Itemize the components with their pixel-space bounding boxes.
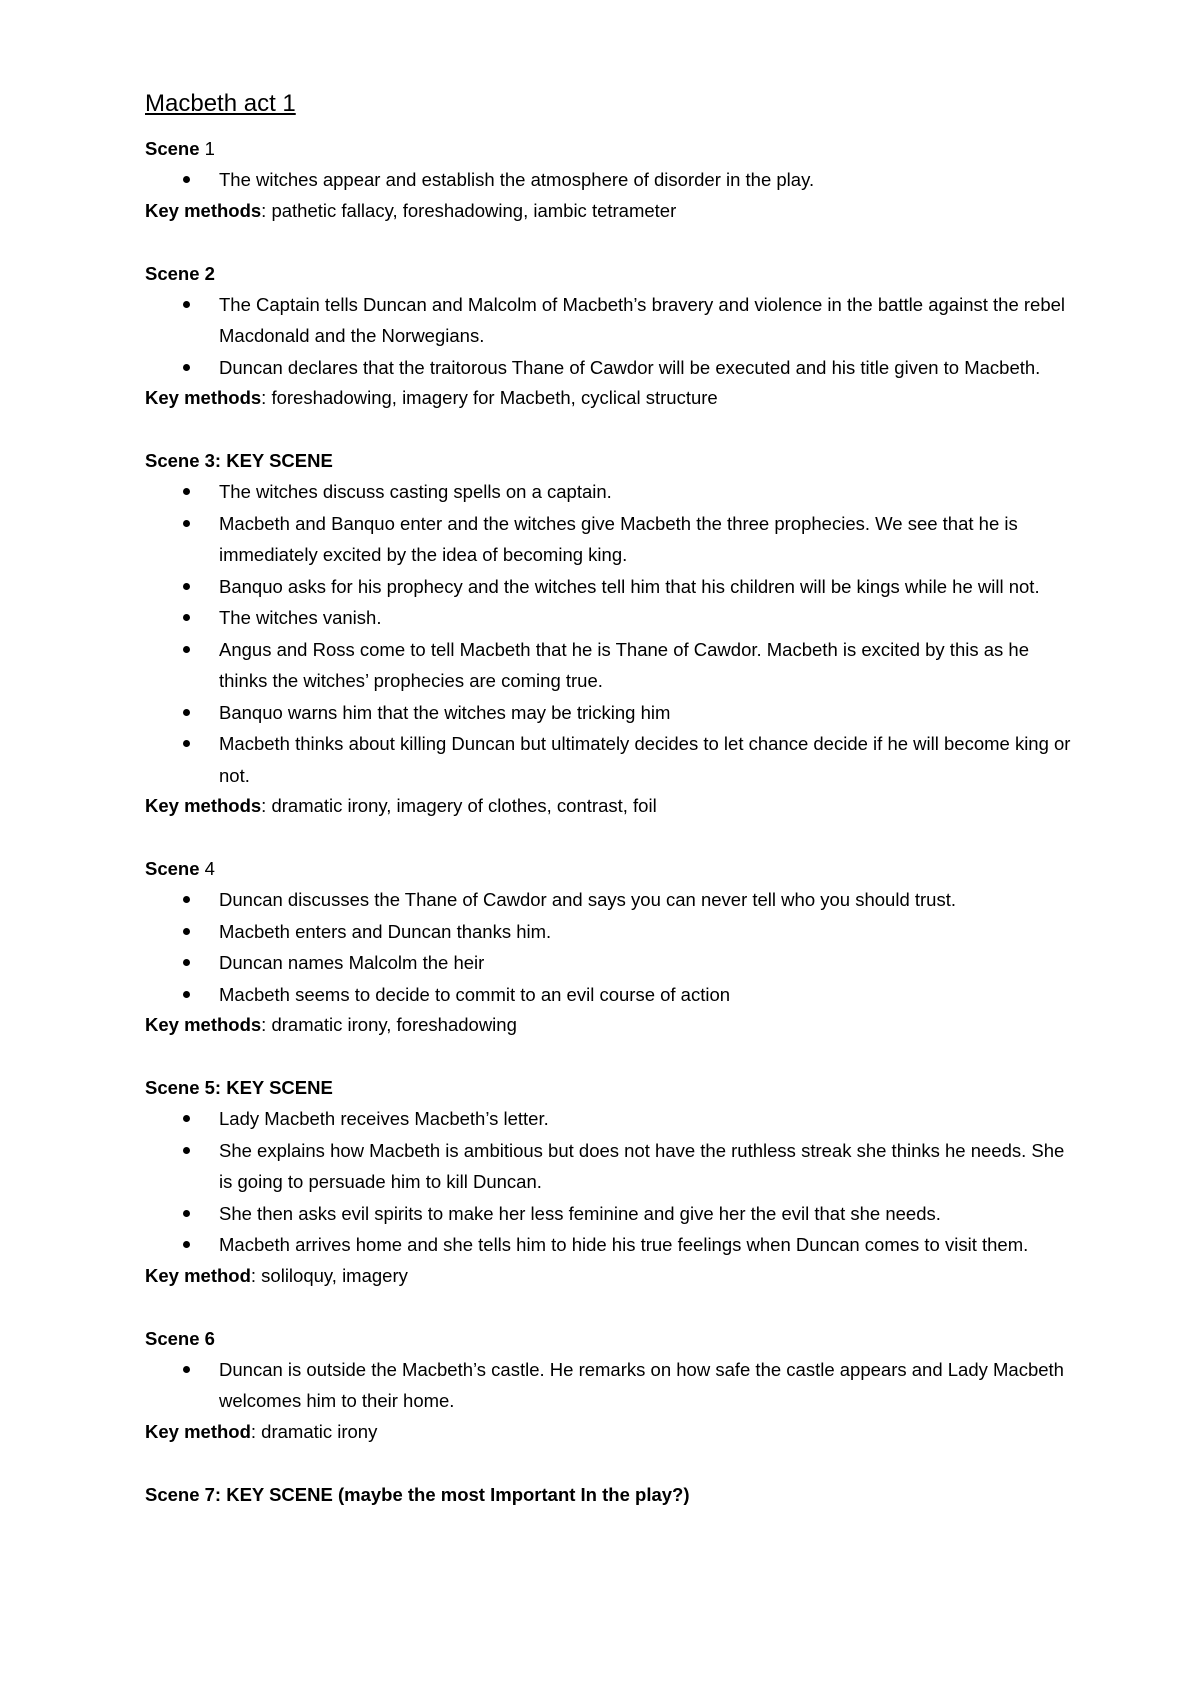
bullet-icon	[183, 1147, 190, 1154]
bullet-icon	[183, 1366, 190, 1373]
bullet-icon	[183, 1210, 190, 1217]
bullet-text: Macbeth enters and Duncan thanks him.	[219, 920, 552, 942]
scene-heading-bold: Scene	[145, 858, 200, 879]
bullet-text: Duncan names Malcolm the heir	[219, 952, 485, 973]
key-methods-text: : foreshadowing, imagery for Macbeth, cyclical structure	[261, 387, 718, 408]
bullet-list	[145, 884, 1080, 1010]
bullet-text: Macbeth and Banquo enter and the witches give Macbeth the three prophecies. We see that he is immediately excited by the idea of becoming king.	[219, 512, 1018, 565]
scene-heading-number: 4	[199, 858, 215, 879]
key-methods-text: : dramatic irony, foreshadowing	[261, 1014, 517, 1035]
scene-heading	[145, 446, 1080, 476]
key-methods-text: : dramatic irony	[250, 1420, 378, 1442]
bullet-list	[145, 164, 1080, 196]
scene-list	[145, 134, 1080, 1510]
key-methods	[145, 1261, 1080, 1291]
list-item	[145, 884, 1080, 916]
list-item	[145, 947, 1080, 979]
bullet-list	[145, 1354, 1080, 1417]
key-methods-label: Key methods	[145, 795, 262, 816]
scene-heading	[145, 1324, 1080, 1354]
scene-section	[145, 259, 1080, 414]
list-item	[145, 1103, 1080, 1135]
bullet-list	[145, 1103, 1080, 1261]
scene-heading	[145, 1073, 1080, 1103]
bullet-icon	[183, 364, 190, 371]
bullet-text: Macbeth arrives home and she tells him to hide his true feelings when Duncan comes to visit them.	[219, 1234, 1029, 1255]
scene-heading	[145, 1480, 1080, 1510]
bullet-icon	[183, 959, 190, 966]
bullet-icon	[183, 740, 190, 747]
scene-heading	[145, 134, 1080, 164]
key-methods-label: Key methods	[145, 387, 262, 408]
key-methods-label: Key method	[145, 1264, 251, 1286]
scene-heading	[145, 259, 1080, 289]
list-item	[145, 352, 1080, 384]
bullet-icon	[183, 709, 190, 716]
list-item	[145, 634, 1080, 697]
scene-heading-bold: Scene	[145, 138, 200, 159]
list-item	[145, 164, 1080, 196]
scene-section	[145, 1480, 1080, 1510]
list-item	[145, 571, 1080, 603]
list-item	[145, 1135, 1080, 1198]
bullet-icon	[183, 520, 190, 527]
bullet-icon	[183, 991, 190, 998]
bullet-text: Angus and Ross come to tell Macbeth that he is Thane of Cawdor. Macbeth is excited by this as he thinks the witches’ prophecies are coming true.	[219, 638, 1029, 691]
bullet-text: She explains how Macbeth is ambitious but does not have the ruthless streak she thinks he needs. She is going to persuade him to kill Duncan.	[219, 1139, 1065, 1192]
list-item	[145, 508, 1080, 571]
bullet-text: The Captain tells Duncan and Malcolm of Macbeth’s bravery and violence in the battle against the rebel Macdonald and the Norwegians.	[219, 293, 1066, 346]
list-item	[145, 1198, 1080, 1230]
bullet-text: Macbeth seems to decide to commit to an evil course of action	[219, 983, 731, 1005]
bullet-text: Duncan is outside the Macbeth’s castle. He remarks on how safe the castle appears and Lady Macbeth welcomes him to their home.	[219, 1358, 1064, 1411]
key-methods-text: : soliloquy, imagery	[250, 1264, 408, 1286]
key-methods	[145, 1417, 1080, 1447]
scene-heading-number: 1	[199, 138, 215, 159]
scene-section	[145, 1073, 1080, 1291]
key-methods-label: Key method	[145, 1420, 251, 1442]
scene-heading-bold: Scene 2	[145, 262, 215, 284]
bullet-text: The witches discuss casting spells on a captain.	[219, 481, 612, 502]
scene-heading-bold: Scene 7: KEY SCENE (maybe the most Important In the play?)	[145, 1483, 690, 1505]
scene-section	[145, 446, 1080, 821]
bullet-text: She then asks evil spirits to make her less feminine and give her the evil that she needs.	[219, 1202, 941, 1224]
bullet-icon	[183, 301, 190, 308]
key-methods	[145, 196, 1080, 226]
bullet-icon	[183, 488, 190, 495]
list-item	[145, 1229, 1080, 1261]
key-methods-label: Key methods	[145, 1014, 262, 1035]
list-item	[145, 476, 1080, 508]
bullet-icon	[183, 583, 190, 590]
bullet-icon	[183, 896, 190, 903]
bullet-list	[145, 289, 1080, 384]
key-methods-text: : pathetic fallacy, foreshadowing, iambic tetrameter	[261, 199, 677, 221]
bullet-text: The witches vanish.	[219, 607, 382, 628]
scene-heading-bold: Scene 6	[145, 1327, 215, 1349]
document-title: Macbeth act 1	[145, 90, 296, 117]
bullet-text: Banquo asks for his prophecy and the witches tell him that his children will be kings while he will not.	[219, 575, 1040, 597]
list-item	[145, 1354, 1080, 1417]
scene-section	[145, 1324, 1080, 1447]
scene-heading-bold: Scene 5: KEY SCENE	[145, 1077, 333, 1098]
list-item	[145, 289, 1080, 352]
bullet-list	[145, 476, 1080, 791]
scene-heading-bold: Scene 3: KEY SCENE	[145, 450, 333, 471]
bullet-text: Duncan discusses the Thane of Cawdor and says you can never tell who you should trust.	[219, 889, 956, 910]
bullet-text: Lady Macbeth receives Macbeth’s letter.	[219, 1108, 549, 1129]
bullet-icon	[183, 1241, 190, 1248]
key-methods-label: Key methods	[145, 199, 262, 221]
bullet-icon	[183, 176, 190, 183]
list-item	[145, 728, 1080, 791]
list-item	[145, 979, 1080, 1011]
bullet-icon	[183, 646, 190, 653]
key-methods-text: : dramatic irony, imagery of clothes, contrast, foil	[261, 795, 657, 816]
bullet-icon	[183, 1115, 190, 1122]
bullet-text: Macbeth thinks about killing Duncan but ultimately decides to let chance decide if he will become king or not.	[219, 733, 1071, 786]
key-methods	[145, 383, 1080, 413]
bullet-text: Duncan declares that the traitorous Thane of Cawdor will be executed and his title given to Macbeth.	[219, 356, 1041, 378]
scene-heading	[145, 854, 1080, 884]
bullet-text: Banquo warns him that the witches may be tricking him	[219, 701, 671, 723]
list-item	[145, 697, 1080, 729]
key-methods	[145, 791, 1080, 821]
bullet-text: The witches appear and establish the atmosphere of disorder in the play.	[219, 169, 815, 190]
bullet-icon	[183, 614, 190, 621]
list-item	[145, 602, 1080, 634]
bullet-icon	[183, 928, 190, 935]
list-item	[145, 916, 1080, 948]
key-methods	[145, 1010, 1080, 1040]
scene-section	[145, 854, 1080, 1040]
scene-section	[145, 134, 1080, 226]
